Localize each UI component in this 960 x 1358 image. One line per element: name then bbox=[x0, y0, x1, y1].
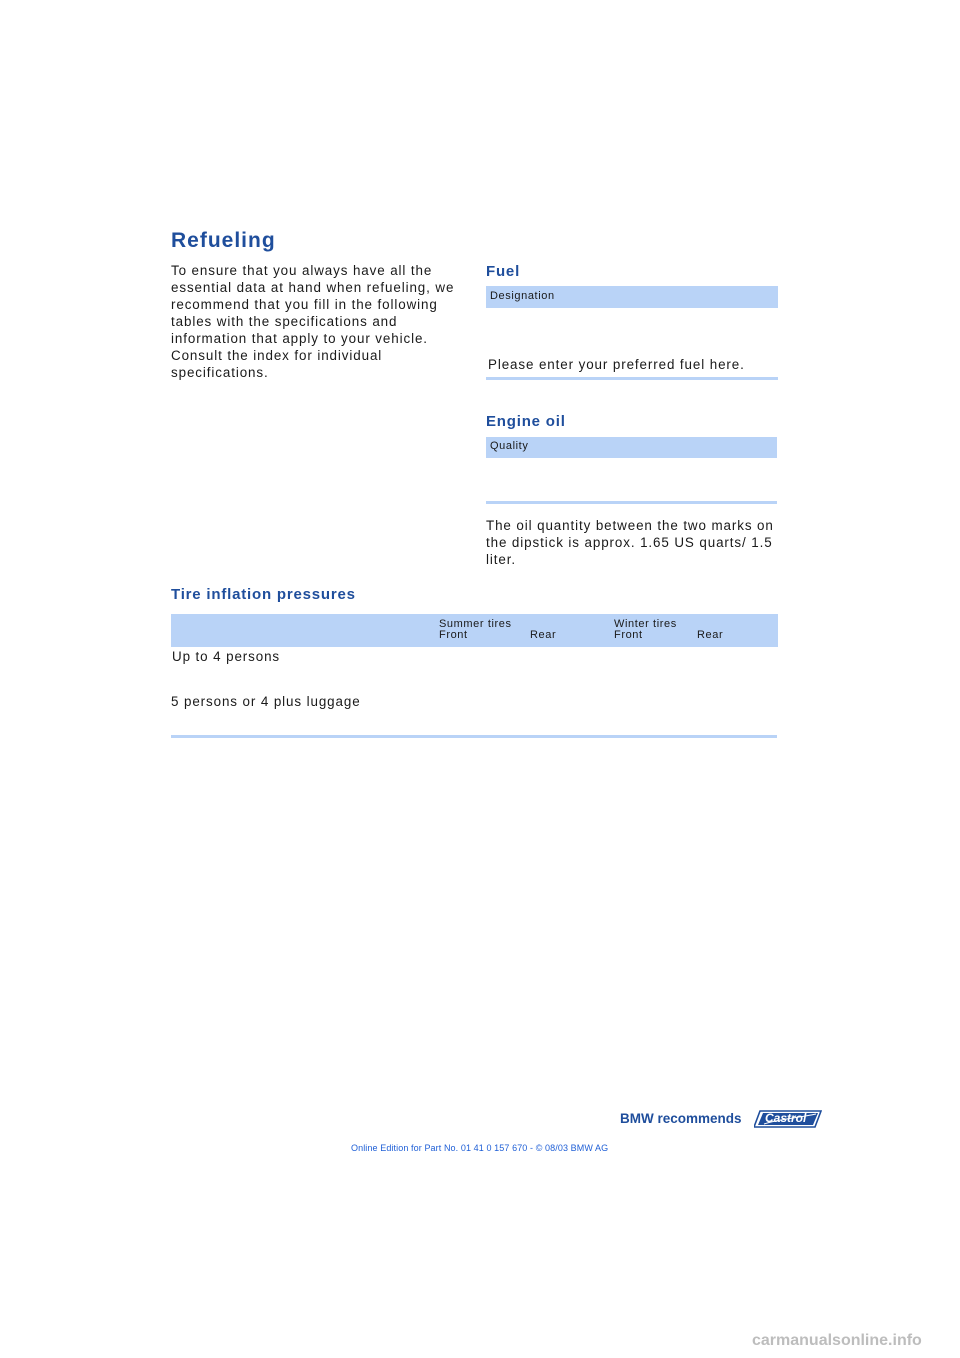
winter-tires-label: Winter tires bbox=[614, 618, 677, 630]
engine-oil-note: The oil quantity between the two marks on the dipstick is approx. 1.65 US quarts/ 1.5 liter. bbox=[486, 518, 774, 567]
summer-tires-label: Summer tires bbox=[439, 618, 512, 630]
summer-front-label: Front bbox=[439, 629, 468, 641]
fuel-designation-band bbox=[486, 286, 778, 308]
engine-oil-quality-band bbox=[486, 437, 777, 458]
fuel-divider bbox=[486, 377, 778, 380]
fuel-entry-text: Please enter your preferred fuel here. bbox=[488, 357, 745, 372]
tire-pressures-heading: Tire inflation pressures bbox=[171, 586, 356, 603]
winter-rear-label: Rear bbox=[697, 629, 724, 641]
tire-row-up-to-4-persons: Up to 4 persons bbox=[172, 649, 281, 664]
page-title: Refueling bbox=[171, 229, 276, 252]
fuel-heading: Fuel bbox=[486, 263, 521, 280]
tire-header-band bbox=[171, 614, 778, 647]
watermark-text[interactable]: carmanualsonline.info bbox=[752, 1332, 922, 1349]
intro-paragraph: To ensure that you always have all the essential data at hand when refueling, we recommend that you fill in the following tables with the specifications and information that apply to your vehicle. Consult the index for individual specifications. bbox=[171, 263, 455, 380]
tire-table-divider bbox=[171, 735, 777, 738]
tire-row-5-persons-luggage: 5 persons or 4 plus luggage bbox=[171, 694, 361, 709]
fuel-designation-label: Designation bbox=[490, 290, 555, 302]
engine-oil-heading: Engine oil bbox=[486, 413, 566, 430]
online-edition-note: Online Edition for Part No. 01 41 0 157 670 - © 08/03 BMW AG bbox=[351, 1143, 609, 1153]
summer-rear-label: Rear bbox=[530, 629, 557, 641]
bmw-recommends-text: BMW recommends bbox=[620, 1111, 742, 1126]
winter-front-label: Front bbox=[614, 629, 643, 641]
engine-oil-quality-label: Quality bbox=[490, 440, 529, 452]
engine-oil-divider bbox=[486, 501, 777, 504]
castrol-logo-text: Castrol bbox=[765, 1111, 807, 1125]
